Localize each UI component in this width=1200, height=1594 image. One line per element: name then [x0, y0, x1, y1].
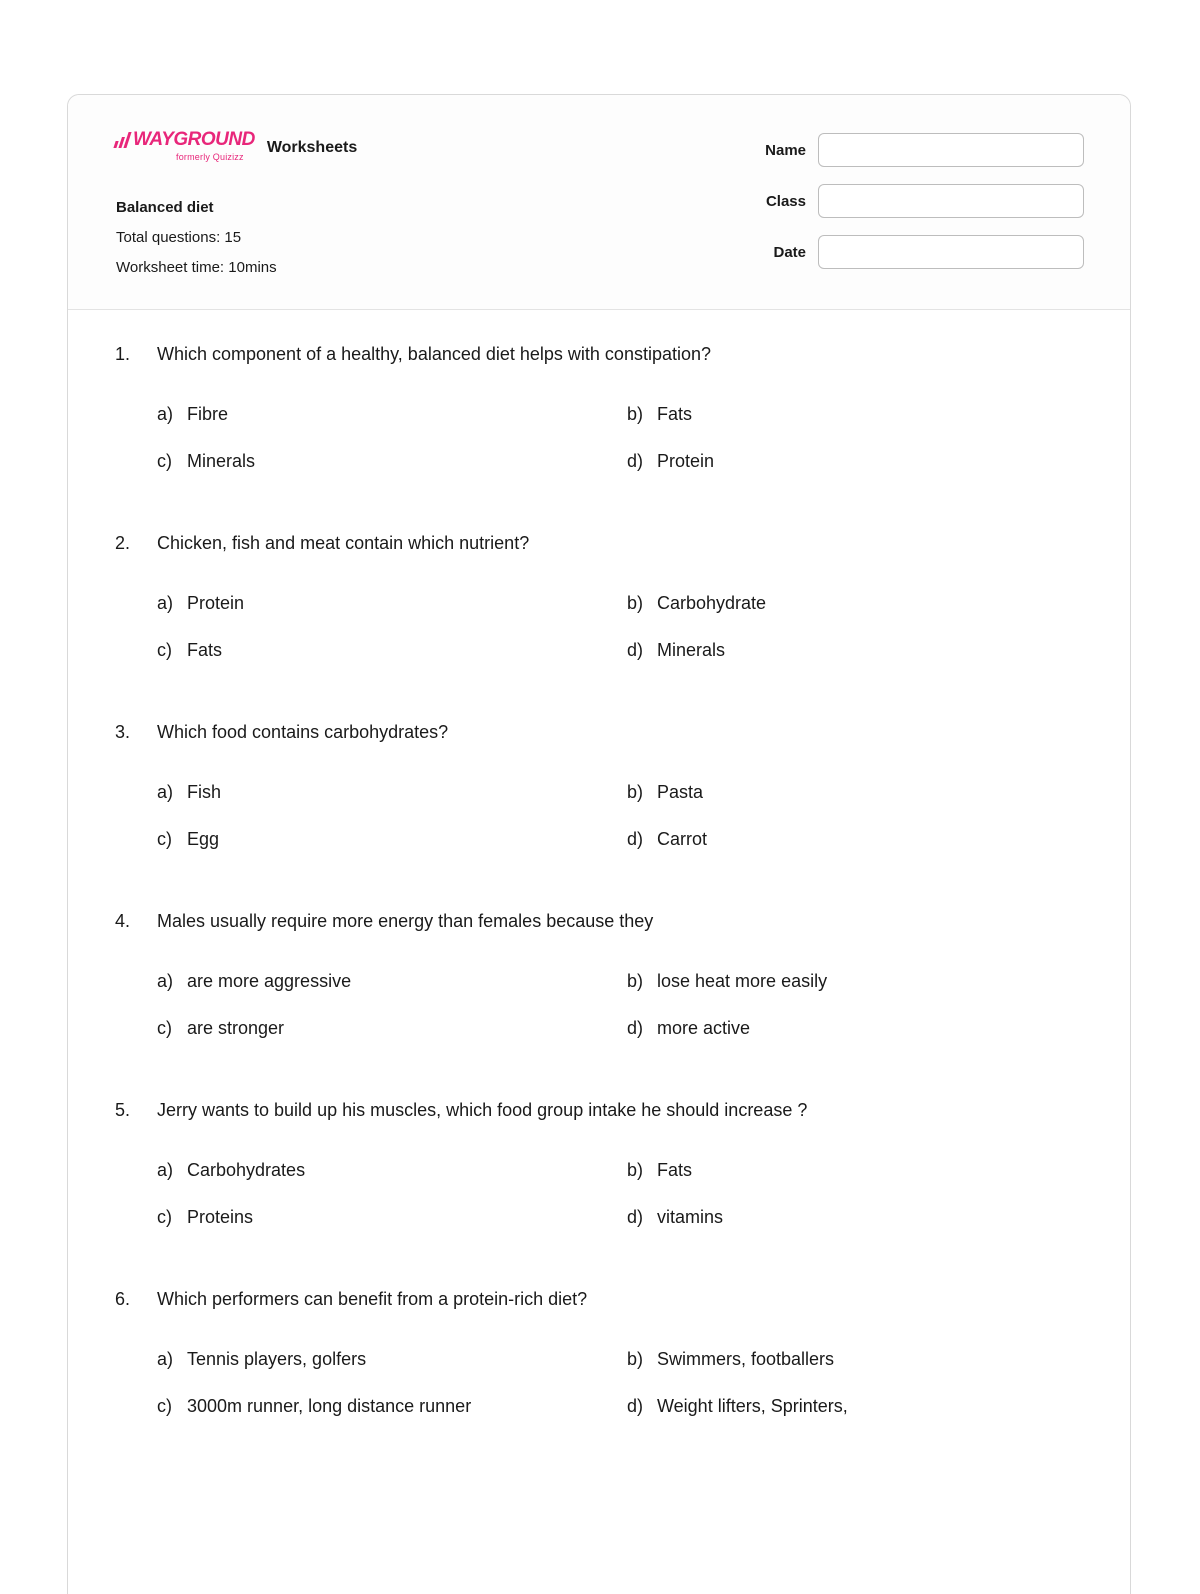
- question-text: Males usually require more energy than females because they: [157, 911, 654, 931]
- options: [157, 967, 1085, 1042]
- option-letter: c): [157, 828, 172, 849]
- logo: [116, 129, 255, 162]
- option-text: Protein: [657, 450, 715, 471]
- question-4: [115, 911, 1085, 1100]
- question-text: Which food contains carbohydrates?: [157, 722, 449, 742]
- question-number: 1.: [115, 344, 131, 364]
- logo-bars-icon: [113, 132, 131, 148]
- option-b[interactable]: [627, 400, 1027, 428]
- date-row: [748, 234, 1084, 270]
- option-letter: a): [157, 970, 174, 991]
- question-number: 4.: [115, 911, 131, 931]
- question-list: [115, 344, 1085, 1478]
- question-text: Chicken, fish and meat contain which nutrient?: [157, 533, 530, 553]
- option-d[interactable]: [627, 1203, 1027, 1231]
- option-d[interactable]: [627, 636, 1027, 664]
- brand: [116, 129, 357, 162]
- option-text: Minerals: [187, 450, 256, 471]
- option-text: Weight lifters, Sprinters,: [657, 1395, 848, 1416]
- option-text: are stronger: [187, 1017, 285, 1038]
- worksheet-meta: [116, 193, 277, 283]
- question-text: Which performers can benefit from a protein-rich diet?: [157, 1289, 588, 1309]
- option-text: Proteins: [187, 1206, 254, 1227]
- option-letter: d): [627, 1395, 644, 1416]
- option-letter: b): [627, 970, 644, 991]
- option-text: Tennis players, golfers: [187, 1348, 367, 1369]
- option-text: Fats: [657, 1159, 693, 1180]
- option-letter: c): [157, 1206, 172, 1227]
- option-text: Fibre: [187, 403, 229, 424]
- option-c[interactable]: [157, 1392, 627, 1420]
- option-text: Egg: [187, 828, 220, 849]
- question-number: 6.: [115, 1289, 131, 1309]
- option-d[interactable]: [627, 1392, 1027, 1420]
- name-row: [748, 132, 1084, 168]
- question-number: 3.: [115, 722, 131, 742]
- option-text: Fats: [187, 639, 223, 660]
- question-2: [115, 533, 1085, 722]
- option-letter: b): [627, 1348, 644, 1369]
- worksheet-topic: Balanced diet: [116, 199, 214, 216]
- option-text: more active: [657, 1017, 751, 1038]
- question-number: 5.: [115, 1100, 131, 1120]
- option-letter: b): [627, 592, 644, 613]
- logo-subtitle: formerly Quizizz: [176, 152, 244, 162]
- option-a[interactable]: [157, 778, 627, 806]
- option-letter: b): [627, 781, 644, 802]
- total-questions: Total questions: 15: [116, 229, 242, 246]
- option-text: Fats: [657, 403, 693, 424]
- option-c[interactable]: [157, 636, 627, 664]
- question-row: [115, 722, 1085, 752]
- option-letter: d): [627, 1206, 644, 1227]
- option-letter: d): [627, 1017, 644, 1038]
- option-b[interactable]: [627, 1345, 1027, 1373]
- option-text: lose heat more easily: [657, 970, 828, 991]
- option-d[interactable]: [627, 447, 1027, 475]
- question-row: [115, 344, 1085, 374]
- option-letter: a): [157, 592, 174, 613]
- option-letter: c): [157, 1017, 172, 1038]
- option-c[interactable]: [157, 447, 627, 475]
- question-number: 2.: [115, 533, 131, 553]
- logo-text: WAYGROUND: [133, 129, 255, 150]
- option-d[interactable]: [627, 825, 1027, 853]
- option-b[interactable]: [627, 589, 1027, 617]
- option-text: Swimmers, footballers: [657, 1348, 835, 1369]
- question-text: Which component of a healthy, balanced diet helps with constipation?: [157, 344, 712, 364]
- option-letter: a): [157, 403, 174, 424]
- option-letter: c): [157, 450, 172, 471]
- option-a[interactable]: [157, 1345, 627, 1373]
- option-text: Carbohydrate: [657, 592, 767, 613]
- option-c[interactable]: [157, 825, 627, 853]
- question-text: Jerry wants to build up his muscles, which food group intake he should increase ?: [157, 1100, 808, 1120]
- option-a[interactable]: [157, 967, 627, 995]
- option-letter: d): [627, 828, 644, 849]
- date-label: Date: [773, 243, 806, 261]
- option-a[interactable]: [157, 589, 627, 617]
- option-letter: a): [157, 781, 174, 802]
- options: [157, 1345, 1085, 1420]
- option-c[interactable]: [157, 1203, 627, 1231]
- options: [157, 778, 1085, 853]
- question-6: [115, 1289, 1085, 1478]
- class-row: [748, 183, 1084, 219]
- option-text: Pasta: [657, 781, 704, 802]
- question-row: [115, 911, 1085, 941]
- student-fields: [748, 132, 1084, 285]
- option-b[interactable]: [627, 778, 1027, 806]
- option-b[interactable]: [627, 967, 1027, 995]
- options: [157, 1156, 1085, 1231]
- name-label: Name: [765, 141, 806, 159]
- class-field[interactable]: [818, 184, 1084, 218]
- option-letter: d): [627, 450, 644, 471]
- option-letter: a): [157, 1159, 174, 1180]
- brand-title: Worksheets: [266, 139, 358, 156]
- worksheet-time: Worksheet time: 10mins: [116, 259, 277, 276]
- class-label: Class: [765, 192, 806, 210]
- option-letter: d): [627, 639, 644, 660]
- option-text: are more aggressive: [187, 970, 352, 991]
- option-letter: c): [157, 1395, 172, 1416]
- option-a[interactable]: [157, 400, 627, 428]
- option-b[interactable]: [627, 1156, 1027, 1184]
- question-row: [115, 1289, 1085, 1319]
- option-d[interactable]: [627, 1014, 1027, 1042]
- question-5: [115, 1100, 1085, 1289]
- option-c[interactable]: [157, 1014, 627, 1042]
- option-a[interactable]: [157, 1156, 627, 1184]
- option-text: Carbohydrates: [187, 1159, 306, 1180]
- question-row: [115, 1100, 1085, 1130]
- question-3: [115, 722, 1085, 911]
- options: [157, 400, 1085, 475]
- option-letter: a): [157, 1348, 174, 1369]
- option-text: Protein: [187, 592, 245, 613]
- option-text: 3000m runner, long distance runner: [187, 1395, 472, 1416]
- option-letter: b): [627, 403, 644, 424]
- name-field[interactable]: [818, 133, 1084, 167]
- option-letter: c): [157, 639, 172, 660]
- question-row: [115, 533, 1085, 563]
- date-field[interactable]: [818, 235, 1084, 269]
- question-1: [115, 344, 1085, 533]
- option-text: Minerals: [657, 639, 726, 660]
- worksheet-header: [68, 95, 1130, 310]
- options: [157, 589, 1085, 664]
- option-text: Carrot: [657, 828, 708, 849]
- option-letter: b): [627, 1159, 644, 1180]
- option-text: vitamins: [657, 1206, 724, 1227]
- option-text: Fish: [187, 781, 222, 802]
